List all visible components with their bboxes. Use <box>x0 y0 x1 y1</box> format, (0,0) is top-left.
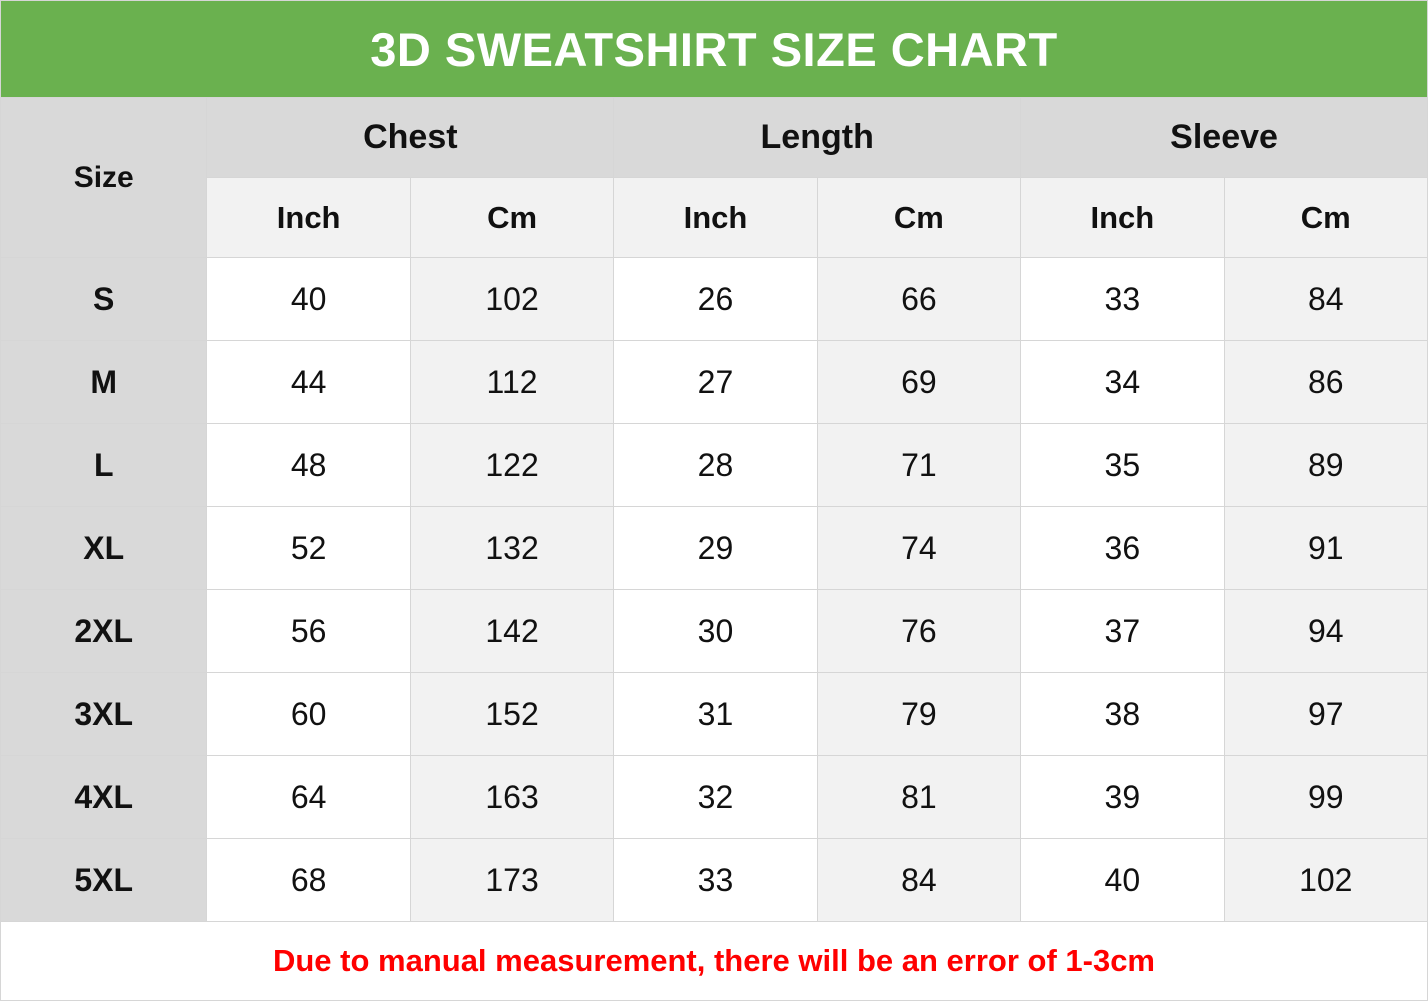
row-size-label: 4XL <box>1 756 207 839</box>
cell-chest-cm: 163 <box>410 756 613 839</box>
cell-length-inch: 29 <box>614 507 817 590</box>
cell-sleeve-cm: 94 <box>1224 590 1427 673</box>
cell-chest-cm: 122 <box>410 424 613 507</box>
cell-length-cm: 84 <box>817 839 1020 922</box>
cell-length-cm: 66 <box>817 258 1020 341</box>
cell-chest-inch: 68 <box>207 839 410 922</box>
unit-header-sleeve-cm: Cm <box>1224 178 1427 258</box>
unit-header-chest-cm: Cm <box>410 178 613 258</box>
note-row <box>1 922 1428 1001</box>
size-column-header: Size <box>1 98 207 258</box>
table-row <box>1 507 1428 590</box>
cell-chest-cm: 152 <box>410 673 613 756</box>
cell-chest-cm: 112 <box>410 341 613 424</box>
cell-length-inch: 33 <box>614 839 817 922</box>
measurement-note: Due to manual measurement, there will be an error of 1-3cm <box>1 922 1428 1001</box>
cell-sleeve-cm: 102 <box>1224 839 1427 922</box>
cell-sleeve-cm: 84 <box>1224 258 1427 341</box>
row-size-label: 3XL <box>1 673 207 756</box>
cell-chest-inch: 52 <box>207 507 410 590</box>
group-header-row <box>1 98 1428 178</box>
cell-chest-inch: 56 <box>207 590 410 673</box>
unit-header-sleeve-inch: Inch <box>1021 178 1224 258</box>
row-size-label: L <box>1 424 207 507</box>
unit-header-chest-inch: Inch <box>207 178 410 258</box>
cell-sleeve-cm: 91 <box>1224 507 1427 590</box>
cell-length-inch: 32 <box>614 756 817 839</box>
cell-chest-cm: 132 <box>410 507 613 590</box>
table-row <box>1 258 1428 341</box>
cell-sleeve-inch: 33 <box>1021 258 1224 341</box>
cell-sleeve-inch: 40 <box>1021 839 1224 922</box>
cell-chest-inch: 64 <box>207 756 410 839</box>
cell-length-cm: 71 <box>817 424 1020 507</box>
cell-length-cm: 79 <box>817 673 1020 756</box>
cell-chest-cm: 173 <box>410 839 613 922</box>
row-size-label: XL <box>1 507 207 590</box>
chart-title-row <box>1 1 1428 98</box>
cell-sleeve-inch: 37 <box>1021 590 1224 673</box>
cell-sleeve-cm: 89 <box>1224 424 1427 507</box>
group-header-length: Length <box>614 98 1021 178</box>
cell-length-inch: 27 <box>614 341 817 424</box>
unit-header-length-cm: Cm <box>817 178 1020 258</box>
row-size-label: S <box>1 258 207 341</box>
table-row <box>1 756 1428 839</box>
cell-length-inch: 26 <box>614 258 817 341</box>
cell-length-inch: 28 <box>614 424 817 507</box>
cell-sleeve-inch: 38 <box>1021 673 1224 756</box>
cell-sleeve-inch: 35 <box>1021 424 1224 507</box>
group-header-chest: Chest <box>207 98 614 178</box>
table-row <box>1 673 1428 756</box>
cell-length-cm: 74 <box>817 507 1020 590</box>
cell-sleeve-cm: 97 <box>1224 673 1427 756</box>
table-row <box>1 839 1428 922</box>
cell-sleeve-cm: 86 <box>1224 341 1427 424</box>
cell-chest-inch: 40 <box>207 258 410 341</box>
cell-chest-inch: 48 <box>207 424 410 507</box>
group-header-sleeve: Sleeve <box>1021 98 1428 178</box>
table-row <box>1 590 1428 673</box>
cell-chest-cm: 102 <box>410 258 613 341</box>
cell-sleeve-inch: 39 <box>1021 756 1224 839</box>
unit-header-row <box>1 178 1428 258</box>
cell-chest-inch: 44 <box>207 341 410 424</box>
row-size-label: 2XL <box>1 590 207 673</box>
cell-chest-cm: 142 <box>410 590 613 673</box>
cell-sleeve-inch: 36 <box>1021 507 1224 590</box>
cell-length-inch: 31 <box>614 673 817 756</box>
chart-title: 3D SWEATSHIRT SIZE CHART <box>1 1 1428 98</box>
unit-header-length-inch: Inch <box>614 178 817 258</box>
cell-length-inch: 30 <box>614 590 817 673</box>
table-row <box>1 424 1428 507</box>
row-size-label: 5XL <box>1 839 207 922</box>
row-size-label: M <box>1 341 207 424</box>
cell-length-cm: 76 <box>817 590 1020 673</box>
cell-chest-inch: 60 <box>207 673 410 756</box>
cell-length-cm: 69 <box>817 341 1020 424</box>
cell-sleeve-inch: 34 <box>1021 341 1224 424</box>
cell-sleeve-cm: 99 <box>1224 756 1427 839</box>
cell-length-cm: 81 <box>817 756 1020 839</box>
table-row <box>1 341 1428 424</box>
